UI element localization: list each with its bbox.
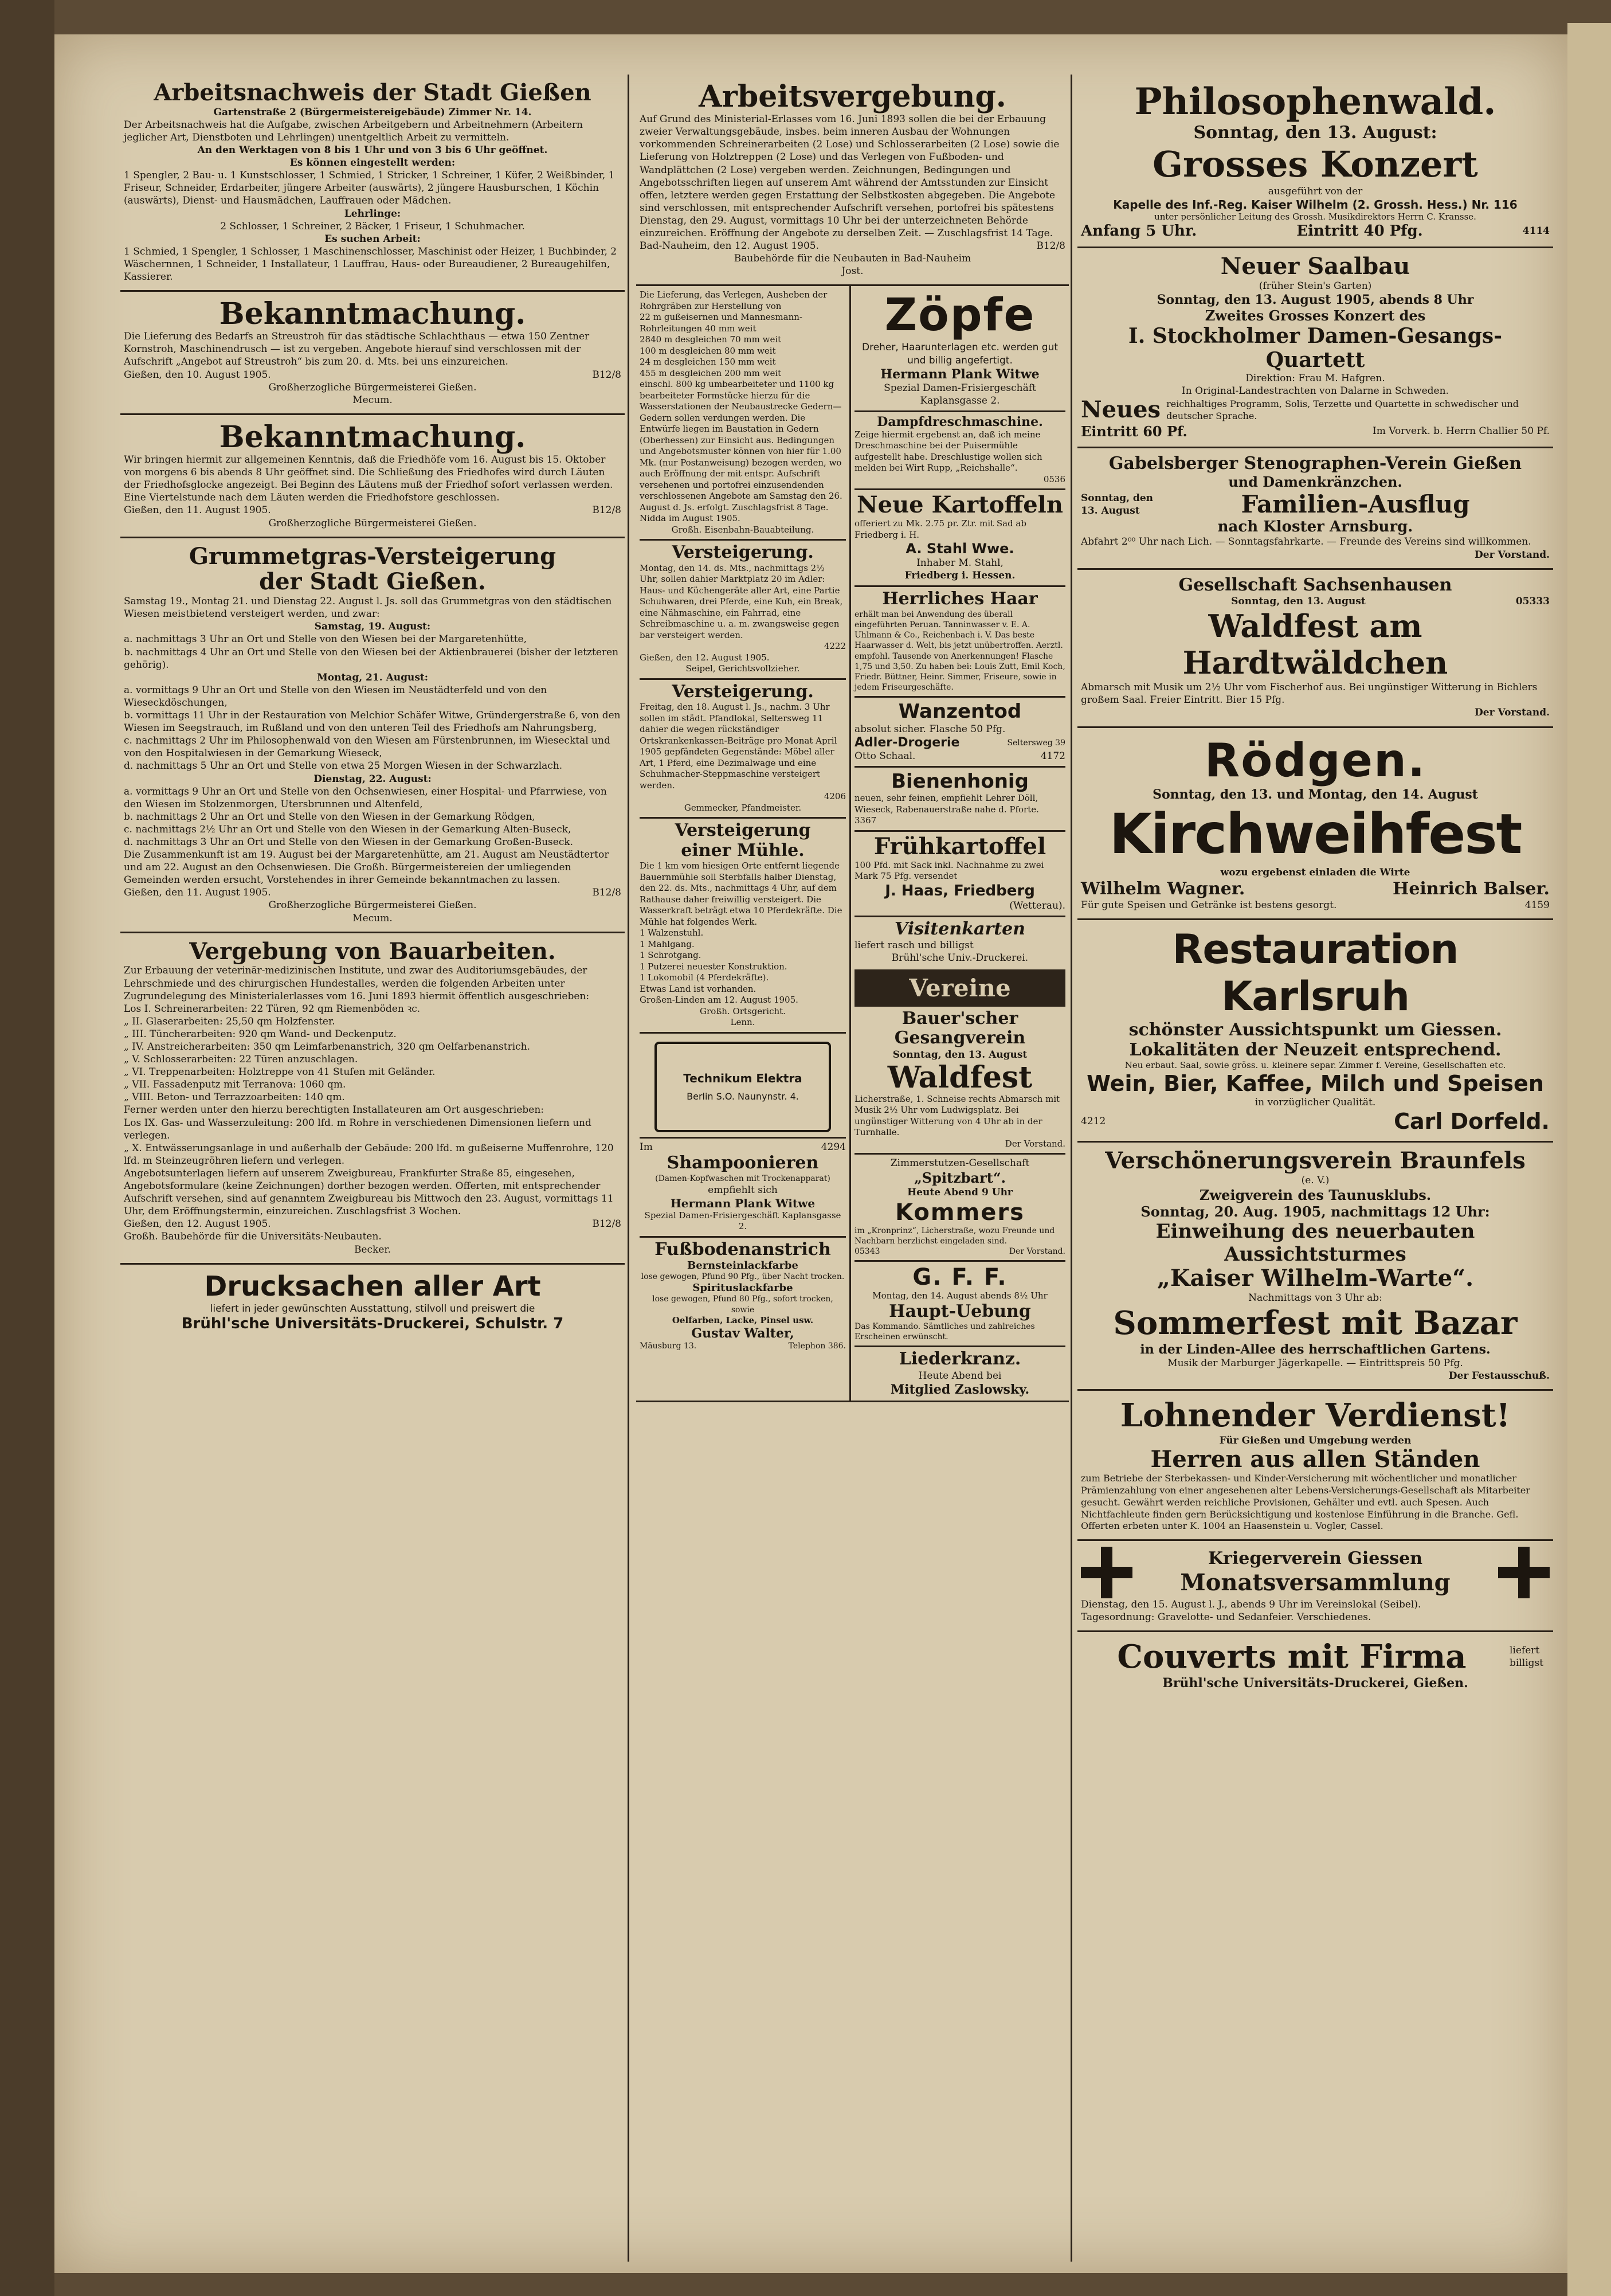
event: Monatsversammlung xyxy=(1180,1569,1451,1596)
ad-sub: (früher Stein's Garten) xyxy=(1259,280,1372,292)
event: Einweihung des neuerbauten Aussichtsturmes xyxy=(1155,1220,1475,1266)
arbeitsnachweis xyxy=(120,75,625,292)
section-title: Versteigerung xyxy=(675,820,811,841)
vereine-header: Vereine xyxy=(855,969,1065,1007)
left-column xyxy=(120,75,625,2262)
lot-item: „ II. Glaserarbeiten: 25,50 qm Holzfenster. xyxy=(124,1015,335,1027)
column-rule xyxy=(628,75,629,2262)
date: Sonntag, den 13. und Montag, den 14. August xyxy=(1153,787,1478,802)
item: Bernsteinlackfarbe xyxy=(687,1260,798,1272)
date: Sonntag, den 13. August 1905, abends 8 Uhr xyxy=(1157,292,1474,307)
sachsenhausen-ad xyxy=(1077,570,1553,728)
item: c. nachmittags 2½ Uhr an Ort und Stelle von den Wiesen in der Gemarkung Alten-Buseck, xyxy=(124,823,571,835)
ad-firm: Brühl'sche Universitäts-Druckerei, Schulstr. 7 xyxy=(181,1315,564,1332)
date: Sonntag, den 13. August xyxy=(1231,596,1366,608)
dampf-ad xyxy=(855,410,1065,486)
item: b. vormittags 11 Uhr in der Restauration von Melchior Schäfer Witwe, Gründergerstraße 6, von den Wiesen im Seegstrauch, im Rußland und von den unteren Teil des Friedhofs am Nahrungsberg, xyxy=(124,710,621,734)
ref: B12/8 xyxy=(592,369,621,381)
technikum-ad xyxy=(640,1032,846,1132)
signature: Großherzogliche Bürgermeisterei Gießen. xyxy=(268,381,477,393)
ad-text: Für Gießen und Umgebung werden xyxy=(1219,1435,1412,1447)
ref: B12/8 xyxy=(592,504,621,517)
ad-title: Restauration Karlsruh xyxy=(1172,925,1459,1020)
gabelsberger-ad xyxy=(1077,448,1553,570)
text: Montag, den 14. ds. Mts., nachmittags 2½ Uhr, sollen dahier Marktplatz 20 im Adler: Haus- und Küchengeräte aller Art, eine Partie Schuhwaren, drei Pferde, eine Kuh, ein Break, eine Nähmaschine, ein Fahrrad, eine Schreibmaschine u. a. m. zwangsweise gegen bar versteigert werden. xyxy=(640,562,843,640)
subhead: Lehrlinge: xyxy=(344,208,401,220)
band: Kapelle des Inf.-Reg. Kaiser Wilhelm (2. Grossh. Hess.) Nr. 116 xyxy=(1113,197,1518,212)
verdienst-ad xyxy=(1077,1391,1553,1541)
column-rule xyxy=(1071,75,1072,2262)
text: Auf Grund des Ministerial-Erlasses vom 16. Juni 1893 sollen die bei der Erbauung zweier Verwaltungsgebäude, insbes. beim inneren Ausbau der Wohnungen vorkommenden Schreinerarbeiten (2 Lose) und Schlosserarbeiten (2 Lose) sowie die Lieferung von Holztreppen (2 Lose) und das Verlegen von Fußboden- und Wandplättchen (2 Lose) vergeben werden. Zeichnungen, Bedingungen und Angebotsschriften liegen auf unserem Amt während der Amtsstunden zur Einsicht offen, letztere werden gegen Erstattung der Selbstkosten abgegeben. Die Angebote sind verschlossen, mit entsprechender Aufschrift versehen, portofrei bis spätestens Dienstag, den 29. August, vormittags 10 Uhr bei der unterzeichneten Behörde einzureichen. Eröffnung der Angebote zu derselben Zeit. — Zuschlagsfrist 14 Tage. xyxy=(640,114,1060,240)
section-title: einer Mühle. xyxy=(681,840,805,860)
lot-item: „ VII. Fassadenputz mit Terranova: 1060 qm. xyxy=(124,1079,346,1091)
host-name: Wilhelm Wagner. xyxy=(1081,878,1245,899)
fussboden-ad xyxy=(640,1236,846,1352)
ref: 4206 xyxy=(824,791,846,802)
hours: An den Werktagen von 8 bis 1 Uhr und von 3 bis 6 Uhr geöffnet. xyxy=(197,144,548,157)
middle-column xyxy=(636,75,1069,2262)
ad-title: Kriegerverein Giessen xyxy=(1208,1548,1423,1569)
ad-text: Heute Abend 9 Uhr xyxy=(907,1187,1013,1199)
music: Musik der Marburger Jägerkapelle. — Eintrittspreis 50 Pfg. xyxy=(1167,1358,1463,1370)
start: Anfang 5 Uhr. xyxy=(1081,222,1197,240)
ad-firm: Brühl'sche Universitäts-Druckerei, Gießen. xyxy=(1162,1676,1468,1691)
ref: 4222 xyxy=(824,641,846,652)
item: Spirituslackfarbe xyxy=(692,1282,793,1294)
row: 22 m gußeisernen und Mannesmann-Rohrleitungen 40 mm weit xyxy=(640,312,802,334)
section-title: Vergebung von Bauarbeiten. xyxy=(189,937,556,965)
date: Großen-Linden am 12. August 1905. xyxy=(640,995,798,1006)
spitzbart-ad xyxy=(855,1153,1065,1257)
ad-sub: (e. V.) xyxy=(1301,1175,1330,1187)
signature: Baubehörde für die Neubauten in Bad-Nauheim xyxy=(734,253,971,265)
muehle-versteigerung xyxy=(640,817,846,1028)
event: Grosses Konzert xyxy=(1153,143,1478,185)
text: Die Lieferung des Bedarfs an Streustroh für das städtische Schlachthaus — etwa 150 Zentner Kornstroh, Maschinendrusch — ist zu vergeben. Angebote hierauf sind verschlossen mit der Aufschrift „Angebot auf Streustroh“ bis zum 20. d. Mts. bei uns einzureichen. xyxy=(124,331,590,368)
ref: 4212 xyxy=(1081,1116,1106,1128)
quality: in vorzüglicher Qualität. xyxy=(1255,1097,1376,1109)
date: Dienstag, den 15. August l. J., abends 9 Uhr im Vereinslokal (Seibel). xyxy=(1081,1599,1421,1611)
ad-title: Drucksachen aller Art xyxy=(204,1270,541,1302)
roedgen-ad xyxy=(1077,728,1553,920)
signature: Der Vorstand. xyxy=(1475,707,1550,719)
list-item: 1 Putzerei neuester Konstruktion. xyxy=(640,961,787,972)
ad-title: Neue Kartoffeln xyxy=(857,491,1063,519)
ad-title: Gesellschaft Sachsenhausen xyxy=(1178,574,1452,595)
signature: Lenn. xyxy=(730,1017,755,1028)
subhead: Es suchen Arbeit: xyxy=(324,233,421,245)
ad-firm: A. Stahl Wwe. xyxy=(906,541,1014,557)
fruehkartoffel-ad xyxy=(855,830,1065,912)
liederkranz-ad xyxy=(855,1345,1065,1397)
kartoffeln-ad xyxy=(855,488,1065,582)
lot-item: Los IX. Gas- und Wasserzuleitung: 200 lfd. m Rohre in verschiedenen Dimensionen liefern und verlegen. xyxy=(124,1117,591,1141)
ad-title: Herrliches Haar xyxy=(882,589,1038,609)
signature: Großh. Baubehörde für die Universitäts-Neubauten. xyxy=(124,1231,382,1243)
bekanntmachung-2 xyxy=(120,415,625,538)
intro: Samstag 19., Montag 21. und Dienstag 22. August l. Js. soll das Grummetgras von den städtischen Wiesen meistbietend versteigert werden, und zwar: xyxy=(124,596,612,620)
signature: Becker. xyxy=(354,1243,391,1255)
list-item: 1 Mahlgang. xyxy=(640,938,695,949)
section-title: Bekanntmachung. xyxy=(219,296,526,332)
lot-item: Los I. Schreinerarbeiten: 22 Türen, 92 qm Riemenböden ꝛc. xyxy=(124,1003,421,1015)
text: Angebotsunterlagen liefern auf unserem Zweigbureau, Frankfurter Straße 85, eingesehen, Angebotsformulare (keine Zeichnungen) dorther bezogen werden. Offerten, mit entsprechender Aufschrift versehen, sind auf genanntem Zweigbureau bis Mittwoch den 23. August, vormittags 11 Uhr, dem Eröffnungstermin, einzureichen. Zuschlagsfrist 3 Wochen. xyxy=(124,1167,614,1218)
signature: Jost. xyxy=(841,265,864,277)
ad-addr: Seltersweg 39 xyxy=(1007,738,1065,748)
drucksachen-ad xyxy=(120,1265,625,1339)
ad-addr: Spezial Damen-Frisiergeschäft Kaplansgasse 2. xyxy=(644,1210,841,1232)
grummetgras xyxy=(120,538,625,933)
ad-title: Fußbodenanstrich xyxy=(654,1239,831,1260)
lot-item: „ IV. Anstreicherarbeiten: 350 qm Leimfarbenanstrich, 320 qm Oelfarbenanstrich. xyxy=(124,1041,531,1053)
text: einschl. 800 kg umbearbeiteter und 1100 kg bearbeiteter Formstücke hierzu für die Wasserstationen der Neubaustrecke Gedern—Gedern sollen verdungen werden. Die Entwürfe liegen im Baustation in Gedern (Oberhessen) zur Einsicht aus. Bedingungen und Angebotsmuster können von hier für 1.00 Mk. (nur Postanweisung) bezogen werden, wo auch Eröffnung der mit entspr. Aufschrift versehenen und portofrei einzusendenden verschlossenen Angebote am Samstag den 26. August d. Js. erfolgt. Zuschlagsfrist 8 Tage. xyxy=(640,379,842,513)
ad-text: absolut sicher. Flasche 50 Pfg. xyxy=(855,723,1006,736)
mid-right-subcolumn xyxy=(851,286,1069,1401)
ad-owner: Inhaber M. Stahl, xyxy=(916,557,1004,569)
date: Sonntag, 20. Aug. 1905, nachmittags 12 Uhr: xyxy=(1140,1203,1490,1221)
ad-firm: Hermann Plank Witwe xyxy=(880,366,1040,382)
lot-item: „ III. Tüncherarbeiten: 920 qm Wand- und Deckenputz. xyxy=(124,1028,397,1040)
item: a. nachmittags 3 Uhr an Ort und Stelle von den Wiesen bei der Margaretenhütte, xyxy=(124,633,527,646)
ad-title: Rödgen. xyxy=(1204,733,1426,787)
event: Kirchweihfest xyxy=(1109,801,1522,866)
ref: B12/8 xyxy=(592,887,621,899)
text: Die Lieferung, das Verlegen, Ausheben der Rohrgräben zur Herstellung von xyxy=(640,290,828,311)
neues-label: Neues xyxy=(1081,396,1161,424)
ref: 05343 xyxy=(855,1246,880,1256)
zoepfe-ad xyxy=(855,290,1065,406)
ref: 3367 xyxy=(855,815,877,826)
signature: Mecum. xyxy=(352,394,393,406)
rohrleitung-ad xyxy=(636,286,851,1401)
section-title: Versteigerung. xyxy=(672,681,814,702)
ad-sub: Lokalitäten der Neuzeit entsprechend. xyxy=(1129,1039,1502,1060)
ad-title: Visitenkarten xyxy=(895,918,1025,939)
date: Sonntag, den 13. August xyxy=(892,1049,1028,1061)
ad-text: Dreher, Haarunterlagen etc. werden gut und billig angefertigt. xyxy=(861,342,1059,366)
signature: Der Vorstand. xyxy=(1475,549,1550,561)
ad-text: 100 Pfd. mit Sack inkl. Nachnahme zu zwei Mark 75 Pfg. versendet xyxy=(855,859,1044,882)
presale: Im Vorverk. b. Herrn Challier 50 Pf. xyxy=(1373,425,1550,437)
offer: Wein, Bier, Kaffee, Milch und Speisen xyxy=(1087,1071,1544,1097)
ad-firm: Gustav Walter, xyxy=(691,1326,794,1341)
wanzentod-ad xyxy=(855,696,1065,762)
item: lose gewogen, Pfund 90 Pfg., über Nacht trocken. xyxy=(641,1272,845,1282)
ad-text: offeriert zu Mk. 2.75 pr. Ztr. mit Sad ab Friedberg i. H. xyxy=(855,518,1026,540)
ad-title: Couverts mit Firma xyxy=(1117,1638,1467,1676)
text: Freitag, den 18. August l. Js., nachm. 3 Uhr sollen im städt. Pfandlokal, Seltersweg 11 dahier die wegen rückständiger Ortskrankenkassen-Beiträge pro Monat April 1905 gepfändeten Gegenstände: Möbel aller Art, 1 Pferd, eine Dezimalwage und eine Schuhmacher-Steppmaschine versteigert werden. xyxy=(640,702,837,791)
ad-title: Gabelsberger Stenographen-Verein Gießen xyxy=(1108,453,1522,474)
event: Waldfest am Hardtwäldchen xyxy=(1182,608,1448,682)
saalbau-ad xyxy=(1077,248,1553,448)
after: Nachmittags von 3 Uhr ab: xyxy=(1248,1292,1382,1304)
address: Gartenstraße 2 (Bürgermeistereigebäude) Zimmer Nr. 14. xyxy=(213,106,532,118)
philosophenwald-ad xyxy=(1077,75,1553,248)
ad-text: Zeige hiermit ergebenst an, daß ich meine Dreschmaschine bei der Puisermühle aufgestellt habe. Dreschlustige wollen sich melden bei Wirt Rupp, „Reichshalle“. xyxy=(855,429,1042,474)
date: Gießen, den 11. August 1905. xyxy=(124,504,271,517)
ad-sub: Zweigverein des Taunusklubs. xyxy=(1199,1187,1432,1204)
ad-text: im „Kronprinz“, Licherstraße, wozu Freunde und Nachbarn herzlichst eingeladen sind. xyxy=(855,1226,1055,1246)
ad-city: (Wetterau). xyxy=(1009,899,1065,912)
item: Oelfarben, Lacke, Pinsel usw. xyxy=(672,1315,814,1325)
lot-item: „ VIII. Beton- und Terrazzoarbeiten: 140 qm. xyxy=(124,1092,345,1104)
ad-text: ausgeführt von der xyxy=(1268,185,1363,197)
couverts-ad xyxy=(1077,1632,1553,1697)
ad-title: Bauer'scher xyxy=(901,1008,1018,1028)
ad-owner: Otto Schaal. xyxy=(855,750,916,762)
program: reichhaltiges Programm, Solis, Terzette und Quartette in schwedischer und deutscher Sprache. xyxy=(1166,398,1519,421)
ref: 4159 xyxy=(1524,899,1550,911)
bienenhonig-ad xyxy=(855,766,1065,827)
lot-item: „ V. Schlosserarbeiten: 22 Türen anzuschlagen. xyxy=(124,1054,358,1066)
ad-title: Wanzentod xyxy=(898,700,1022,723)
ad-title: und Damenkränzchen. xyxy=(1228,474,1402,491)
ad-note: liefert billigst xyxy=(1510,1645,1544,1669)
ad-text: neuen, sehr feinen, empfiehlt Lehrer Döll, Wieseck, Rabenauerstraße nahe d. Pforte. xyxy=(855,793,1039,815)
day: Samstag, 19. August: xyxy=(314,621,431,633)
intro: Zur Erbauung der veterinär-medizinischen Institute, und zwar des Auditoriumsgebäudes, der Lehrschmiede und des chirurgischen Hundestalles, werden die folgenden Arbeiten unter Zugrundelegung des Ministerialerlasses vom 16. Juni 1893 hiermit öffentlich ausgeschrieben: xyxy=(124,965,590,1002)
signature: Großh. Eisenbahn-Bauabteilung. xyxy=(671,524,814,535)
lead: unter persönlicher Leitung des Grossh. Musikdirektors Herrn C. Kransse. xyxy=(1154,211,1476,222)
ad-addr: Spezial Damen-Frisiergeschäft Kaplansgasse 2. xyxy=(884,382,1036,406)
ad-firm: Adler-Drogerie xyxy=(855,736,960,750)
ad-name: Mitglied Zaslowsky. xyxy=(890,1382,1030,1398)
section-title: Versteigerung. xyxy=(672,542,814,563)
list-item: 1 Lokomobil (4 Pferdekräfte). xyxy=(640,972,769,983)
text: Die 1 km vom hiesigen Orte entfernt liegende Bauernmühle soll Sterbfalls halber Dienstag, den 22. ds. Mts., nachmittags 4 Uhr, auf dem Rathause daher freiwillig versteigert. Die Wasserkraft beträgt etwa 10 Pferdekräfte. Die Mühle hat folgendes Werk. xyxy=(640,860,842,927)
shampoonieren-ad xyxy=(640,1137,846,1233)
ad-title: Lohnender Verdienst! xyxy=(1120,1397,1511,1435)
ad-sub: (Damen-Kopfwaschen mit Trockenapparat) xyxy=(655,1174,830,1183)
vergebung-bauarbeiten xyxy=(120,933,625,1265)
ad-text: Heute Abend bei xyxy=(918,1370,1002,1382)
entry: Eintritt 60 Pf. xyxy=(1081,423,1187,440)
item: c. nachmittags 2 Uhr im Philosophenwald von den Wiesen am Fürstenbrunnen, im Wiesecktal und von den Hospitalwiesen in der Gemarkung Wieseck, xyxy=(124,735,610,760)
day: Dienstag, 22. August: xyxy=(313,773,432,785)
ad-title: G. F. F. xyxy=(912,1264,1008,1291)
ad-title: Dampfdreschmaschine. xyxy=(877,414,1043,429)
item: d. nachmittags 5 Uhr an Ort und Stelle von etwa 25 Morgen Wiesen in der Schwarzlach. xyxy=(124,760,563,772)
section-title: der Stadt Gießen. xyxy=(259,568,486,596)
section-title: Arbeitsvergebung. xyxy=(699,79,1006,114)
ad-title: Neuer Saalbau xyxy=(1220,253,1410,280)
text: 2 Schlosser, 1 Schreiner, 2 Bäcker, 1 Friseur, 1 Schuhmacher. xyxy=(220,220,525,232)
ad-firm: Brühl'sche Univ.-Druckerei. xyxy=(891,952,1029,964)
ad-text: liefert rasch und billigst xyxy=(855,940,974,952)
braunfels-ad xyxy=(1077,1143,1553,1391)
karlsruh-ad xyxy=(1077,920,1553,1143)
technikum-logo xyxy=(654,1042,831,1132)
signature: Der Vorstand. xyxy=(1009,1246,1065,1256)
list-item: 1 Walzenstuhl. xyxy=(640,928,704,938)
event: Waldfest xyxy=(887,1059,1033,1095)
item: b. nachmittags 4 Uhr an Ort und Stelle von den Wiesen bei der Aktienbrauerei (bisher der letzteren gehörig). xyxy=(124,646,619,671)
iron-cross-icon xyxy=(1081,1547,1132,1598)
iron-cross-icon xyxy=(1498,1547,1550,1598)
ref: 4172 xyxy=(1040,750,1065,762)
ad-title: Verschönerungsverein Braunfels xyxy=(1105,1147,1526,1175)
logo-address: Berlin S.O. Naunynstr. 4. xyxy=(687,1091,799,1102)
item: b. nachmittags 2 Uhr an Ort und Stelle von den Wiesen in der Gemarkung Rödgen, xyxy=(124,811,535,823)
ad-title: Gesangverein xyxy=(894,1028,1026,1049)
date: Bad-Nauheim, den 12. August 1905. xyxy=(640,240,820,252)
ad-title: Bienenhonig xyxy=(891,770,1029,793)
ad-addr: Mäusburg 13. xyxy=(640,1341,697,1351)
date: Gießen, den 12. August 1905. xyxy=(640,652,770,663)
ad-text: Abmarsch mit Musik um 2½ Uhr vom Fischerhof aus. Bei ungünstiger Witterung in Bichlers großem Saal. Freier Eintritt. Bier 15 Pfg. xyxy=(1081,682,1538,706)
subhead: Es können eingestellt werden: xyxy=(289,157,456,169)
tower-name: „Kaiser Wilhelm-Warte“. xyxy=(1157,1265,1474,1292)
signature: Großherzogliche Bürgermeisterei Gießen. xyxy=(268,517,477,529)
event: Zweites Grosses Konzert des xyxy=(1205,307,1426,324)
binding-shadow xyxy=(0,0,54,2296)
date: Gießen, den 11. August 1905. xyxy=(124,887,271,899)
ad-title: Philosophenwald. xyxy=(1134,80,1496,123)
krieger-ad xyxy=(1077,1541,1553,1632)
signature: Der Vorstand. xyxy=(1005,1138,1065,1149)
place: in der Linden-Allee des herrschaftlichen Gartens. xyxy=(1140,1342,1491,1358)
lot-list xyxy=(124,1003,621,1104)
row: 100 m desgleichen 80 mm weit xyxy=(640,345,776,356)
ad-title: Liederkranz. xyxy=(899,1349,1021,1370)
text: 1 Spengler, 2 Bau- u. 1 Kunstschlosser, 1 Schmied, 1 Stricker, 1 Schreiner, 1 Küfer, 2 Weißbinder, 1 Friseur, Schneider, Erdarbeiter, jüngere Arbeiter (auswärts), 2 jüngere Hausburschen, 1 Köchin (auswärts), Dienst- und Hausmädchen, Lauffrauen oder Mädchen. xyxy=(124,170,615,207)
ad-text: Licherstraße, 1. Schneise rechts Abmarsch mit Musik 2½ Uhr vom Ludwigsplatz. Bei ungünstiger Witterung von 4 Uhr ab in der Turnhalle. xyxy=(855,1093,1060,1138)
date: Montag, den 14. August abends 8½ Uhr xyxy=(872,1290,1048,1301)
ad-sub: schönster Aussichtspunkt um Giessen. xyxy=(1128,1019,1502,1040)
intro: Der Arbeitsnachweis hat die Aufgabe, zwischen Arbeitgebern und Arbeitnehmern (Arbeitern jeglicher Art, Dienstboten und Lehrlingen) unentgeltlich Arbeit zu vermitteln. xyxy=(124,119,583,143)
ad-title: Frühkartoffel xyxy=(873,832,1046,860)
row: 24 m desgleichen 150 mm weit xyxy=(640,357,776,367)
ad-text: Das Kommando. Sämtliches und zahlreiches Erscheinen erwünscht. xyxy=(855,1322,1035,1342)
destination: nach Kloster Arnsburg. xyxy=(1217,518,1413,536)
lot-item: „ VI. Treppenarbeiten: Holztreppe von 41 Stufen mit Geländer. xyxy=(124,1066,436,1078)
section-title: Arbeitsnachweis der Stadt Gießen xyxy=(154,79,591,106)
date: Gießen, den 12. August 1905. xyxy=(124,1218,271,1230)
ad-title: „Spitzbart“. xyxy=(914,1169,1006,1187)
ad-text: wozu ergebenst einladen die Wirte xyxy=(1220,866,1410,878)
owner: Carl Dorfeld. xyxy=(1394,1109,1550,1135)
ad-firm: J. Haas, Friedberg xyxy=(885,882,1035,899)
director: Direktion: Frau M. Hafgren. xyxy=(1245,372,1385,384)
date: Sonntag, den 13. August xyxy=(1081,492,1153,517)
right-column xyxy=(1077,75,1553,2262)
day: Montag, 21. August: xyxy=(316,671,429,683)
date: Gießen, den 10. August 1905. xyxy=(124,369,271,381)
event: Familien-Ausflug xyxy=(1241,490,1470,519)
versteigerung-1 xyxy=(640,539,846,675)
ad-title: Shampoonieren xyxy=(667,1153,819,1173)
logo-text: Technikum Elektra xyxy=(683,1071,802,1086)
list-item: 1 Schrotgang. xyxy=(640,950,701,961)
ad-firm: Hermann Plank Witwe xyxy=(670,1196,816,1210)
item: a. vormittags 9 Uhr an Ort und Stelle von den Ochsenwiesen, einer Hospital- und Pfarrwiese, von den Wiesen im Stolzenmorgen, Utersbrunnen und Altenfeld, xyxy=(124,785,607,810)
costume: In Original-Landestrachten von Dalarne in Schweden. xyxy=(1182,385,1449,397)
haar-ad xyxy=(855,585,1065,693)
item: d. nachmittags 3 Uhr an Ort und Stelle von den Wiesen in der Gemarkung Großen-Buseck. xyxy=(124,836,574,848)
row: 2840 m desgleichen 70 mm weit xyxy=(640,334,782,345)
row: 455 m desgleichen 200 mm weit xyxy=(640,367,782,378)
note: Die Zusammenkunft ist am 19. August bei der Margaretenhütte, am 21. August am Neustädtertor und am 22. August an den Ochsenwiesen. Die Großh. Bürgermeistereien der umliegenden Gemeinden werden ersucht, Vorstehendes in ihrer Gemeinde bekanntmachen zu lassen. xyxy=(124,849,609,886)
lot-item: „ X. Entwässerungsanlage in und außerhalb der Gebäude: 200 lfd. m gußeiserne Muffenrohre, 120 lfd. m Steinzeugröhren liefern und verlegen. xyxy=(124,1142,614,1167)
quartet: I. Stockholmer Damen-Gesangs-Quartett xyxy=(1128,323,1503,372)
ref: 4114 xyxy=(1522,225,1550,237)
event: Kommers xyxy=(895,1199,1025,1226)
item: a. vormittags 9 Uhr an Ort und Stelle von den Wiesen im Neustädterfeld und von den Wieseckdöschungen, xyxy=(124,684,547,709)
ref: 0536 xyxy=(1043,474,1065,484)
visitenkarten-ad xyxy=(855,916,1065,965)
signature: Seipel, Gerichtsvollzieher. xyxy=(685,663,800,674)
bekanntmachung-1 xyxy=(120,292,625,415)
ref: B12/8 xyxy=(592,1218,621,1230)
item: lose gewogen, Pfund 80 Pfg., sofort trocken, sowie xyxy=(652,1294,833,1315)
pre: Im xyxy=(640,1141,653,1153)
ad-tel: Telephon 386. xyxy=(788,1341,846,1351)
text: Wir bringen hiermit zur allgemeinen Kenntnis, daß die Friedhöfe vom 16. August bis 15. Oktober von morgens 6 bis abends 8 Uhr geöffnet sind. Die Schließung des Friedhofes wird durch Läuten der Friedhofsglocke angezeigt. Bei Beginn des Läutens muß der Friedhof sofort verlassen werden. Eine Viertelstunde nach dem Läuten werden die Friedhofstore geschlossen. xyxy=(124,454,613,504)
entry: Eintritt 40 Pfg. xyxy=(1296,222,1423,240)
ad-text: empfiehlt sich xyxy=(708,1184,778,1196)
signature: Gemmecker, Pfandmeister. xyxy=(684,802,802,813)
signature: Großherzogliche Bürgermeisterei Gießen. xyxy=(268,899,477,912)
signature: Mecum. xyxy=(352,912,393,924)
arbeitsvergebung xyxy=(636,75,1069,286)
signature: Der Festausschuß. xyxy=(1448,1370,1550,1382)
ad-text: Abfahrt 2⁰⁰ Uhr nach Lich. — Sonntagsfahrkarte. — Freunde des Vereins sind willkommen. xyxy=(1081,536,1531,548)
gff-ad xyxy=(855,1260,1065,1342)
who: Herren aus allen Ständen xyxy=(1150,1446,1480,1473)
ad-city: Friedberg i. Hessen. xyxy=(904,570,1016,582)
date: Sonntag, den 13. August: xyxy=(1193,123,1437,143)
host-name: Heinrich Balser. xyxy=(1392,878,1550,899)
date: Nidda im August 1905. xyxy=(640,513,740,524)
rooms: Neu erbaut. Saal, sowie gröss. u. kleinere separ. Zimmer f. Vereine, Gesellschaften etc. xyxy=(1124,1059,1506,1070)
footnote: Für gute Speisen und Getränke ist bestens gesorgt. xyxy=(1081,899,1337,911)
ad-text: zum Betriebe der Sterbekassen- und Kinder-Versicherung mit wöchentlicher und monatlicher Prämienzahlung von einer angesehenen alter Lebens-Versicherungs-Gesellschaft als Mitarbeiter gesucht. Gewährt werden reichliche Provisionen, Gehälter und evtl. auch Spesen. Auch Nichtfachleute finden gern Berücksichtigung und kostenlose Einführung in die Branche. Gefl. Offerten erbeten unter K. 1004 an Haasenstein u. Vogler, Cassel. xyxy=(1081,1473,1530,1532)
event: Sommerfest mit Bazar xyxy=(1113,1304,1518,1343)
agenda: Tagesordnung: Gravelotte- und Sedanfeier. Verschiedenes. xyxy=(1081,1611,1371,1624)
ref: B12/8 xyxy=(1036,240,1065,252)
event: Haupt-Uebung xyxy=(889,1301,1031,1321)
ad-text: liefert in jeder gewünschten Ausstattung, stilvoll und preiswert die xyxy=(210,1302,535,1315)
bauer-gesangverein xyxy=(855,1007,1065,1150)
section-title: Grummetgras-Versteigerung xyxy=(189,542,556,570)
ad-text: erhält man bei Anwendung des überall eingeführten Peruan. Tanninwasser v. E. A. Uhlmann & Co., Reichenbach i. V. Das beste Haarwasser d. Welt, bis jetzt unübertroffen. Aerztl. empfohl. Tausende von Anerkennungen! Flasche 1,75 und 3,50. Zu haben bei: Louis Zutt, Emil Koch, Friedr. Büttner, Heinr. Simmer, Friseure, sowie in jedem Friseurgeschäfte. xyxy=(855,609,1065,693)
ref: 05333 xyxy=(1515,596,1550,608)
text: Ferner werden unter den hierzu berechtigten Installateuren am Ort ausgeschrieben: xyxy=(124,1104,544,1116)
ref: 4294 xyxy=(821,1141,846,1153)
ad-title: Zimmerstutzen-Gesellschaft xyxy=(890,1157,1030,1169)
versteigerung-2 xyxy=(640,678,846,814)
next-page-edge xyxy=(1567,23,1611,2296)
ad-title: Zöpfe xyxy=(884,290,1036,342)
list-item: Etwas Land ist vorhanden. xyxy=(640,983,756,994)
section-title: Bekanntmachung. xyxy=(219,419,526,455)
text: 1 Schmied, 1 Spengler, 1 Schlosser, 1 Maschinenschlosser, Maschinist oder Heizer, 1 Buchbinder, 2 Wäschernnen, 1 Schneider, 1 Installateur, 1 Lauffrau, Haus- oder Bureaudiener, 2 Bureaugehilfen, Kassierer. xyxy=(124,245,617,283)
signature: Großh. Ortsgericht. xyxy=(700,1006,786,1016)
